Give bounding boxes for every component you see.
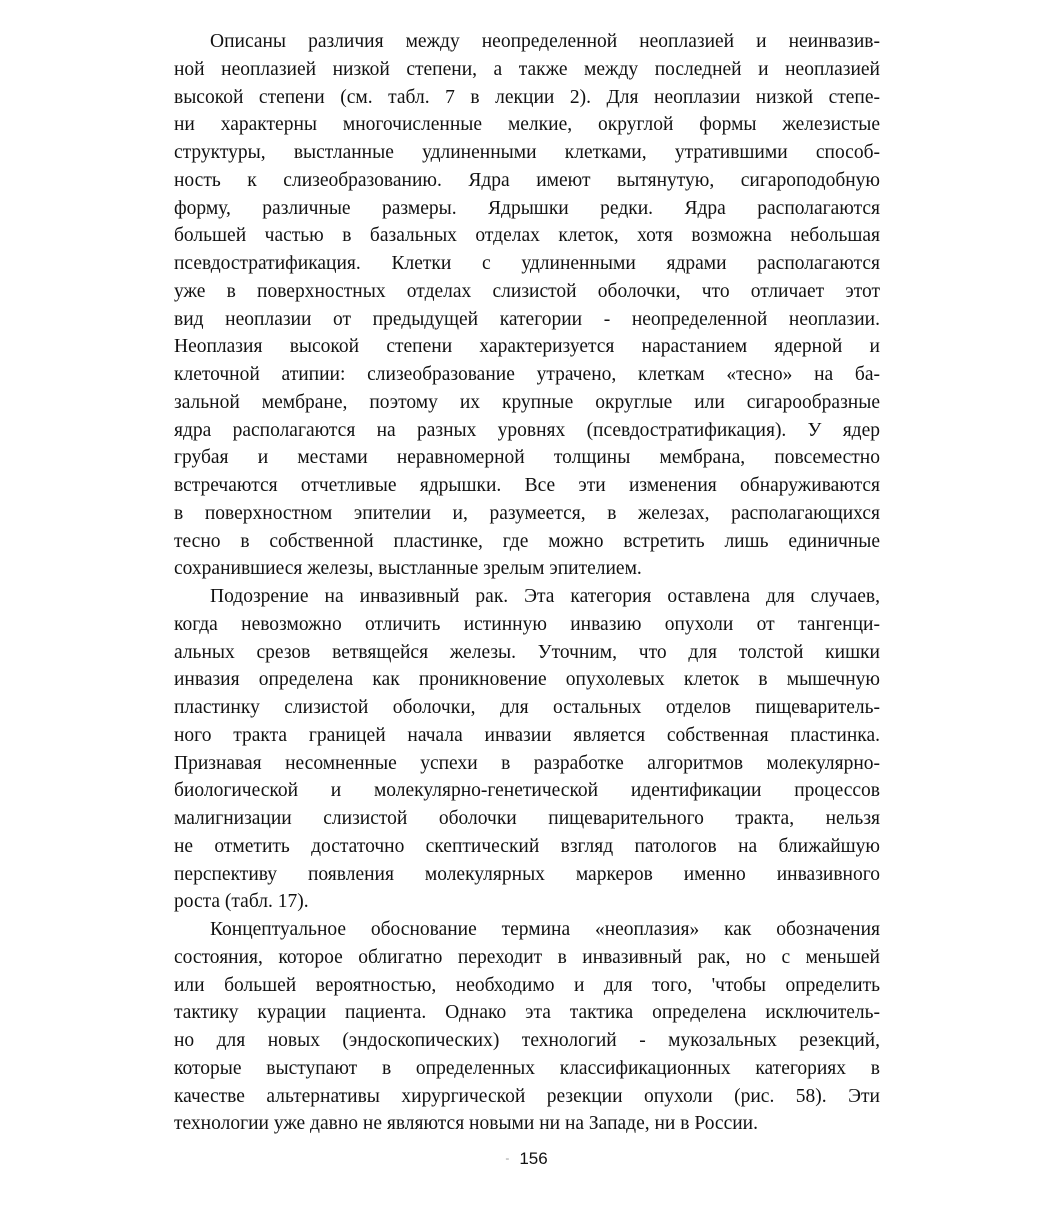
text-line: биологической и молекулярно-генетической идентификации процессов [174, 780, 880, 802]
text-line: высокой степени (см. табл. 7 в лекции 2). Для неоплазии низкой степе- [174, 86, 880, 108]
paragraph-2 [174, 583, 880, 916]
text-line: ядра располагаются на разных уровнях (псевдостратификация). У ядер [174, 419, 880, 441]
text-line: технологии уже давно не являются новыми ни на Западе, ни в России. [174, 1113, 758, 1135]
text-line: но для новых (эндоскопических) технологий - мукозальных резекций, [174, 1030, 880, 1051]
text-line: форму, различные размеры. Ядрышки редки. Ядра располагаются [174, 197, 880, 219]
text-line: грубая и местами неравномерной толщины мембрана, повсеместно [174, 447, 880, 469]
text-line: когда невозможно отличить истинную инвазию опухоли от тангенци- [174, 613, 880, 635]
page-body [174, 28, 880, 1138]
text-line: Неоплазия высокой степени характеризуется нарастанием ядерной и [174, 336, 880, 358]
text-line: не отметить достаточно скептический взгляд патологов на ближайшую [174, 835, 880, 857]
paragraph-1 [174, 28, 880, 583]
text-line: вид неоплазии от предыдущей категории - неопределенной неоплазии. [174, 308, 880, 330]
footer-dash: - [505, 1151, 510, 1165]
paragraph-3 [174, 916, 880, 1138]
text-line: Описаны различия между неопределенной неоплазией и неинвазив- [210, 31, 880, 52]
text-line: Подозрение на инвазивный рак. Эта категория оставлена для случаев, [210, 586, 880, 607]
text-line: Концептуальное обоснование термина «неоплазия» как обозначения [210, 919, 880, 940]
text-line: или большей вероятностью, необходимо и для того, 'чтобы определить [174, 974, 880, 996]
text-line: встречаются отчетливые ядрышки. Все эти изменения обнаруживаются [174, 475, 880, 496]
text-line: структуры, выстланные удлиненными клетками, утратившими способ- [174, 142, 880, 163]
text-line: перспективу появления молекулярных маркеров именно инвазивного [174, 863, 880, 885]
text-line: клеточной атипии: слизеобразование утрачено, клеткам «тесно» на ба- [174, 364, 880, 385]
text-line: зальной мембране, поэтому их крупные округлые или сигарообразные [174, 391, 880, 413]
text-line: состояния, которое облигатно переходит в инвазивный рак, но с меньшей [174, 946, 880, 968]
text-line: Признавая несомненные успехи в разработке алгоритмов молекулярно- [174, 752, 880, 774]
text-line: уже в поверхностных отделах слизистой оболочки, что отличает этот [174, 280, 880, 302]
page-footer [0, 1149, 1053, 1169]
text-line: тактику курации пациента. Однако эта тактика определена исключитель- [174, 1002, 880, 1024]
text-line: тесно в собственной пластинке, где можно встретить лишь единичные [174, 530, 880, 552]
text-line: ни характерны многочисленные мелкие, округлой формы железистые [174, 114, 880, 136]
text-line: инвазия определена как проникновение опухолевых клеток в мышечную [174, 669, 880, 691]
page-number: 156 [519, 1149, 548, 1168]
text-line: ной неоплазией низкой степени, а также между последней и неоплазией [174, 58, 880, 80]
text-line: в поверхностном эпителии и, разумеется, в железах, располагающихся [174, 502, 880, 524]
text-line: которые выступают в определенных классификационных категориях в [174, 1057, 880, 1079]
text-line: сохранившиеся железы, выстланные зрелым эпителием. [174, 558, 642, 580]
text-line: роста (табл. 17). [174, 891, 309, 913]
text-line: ность к слизеобразованию. Ядра имеют вытянутую, сигароподобную [174, 169, 880, 191]
text-line: ного тракта границей начала инвазии является собственная пластинка. [174, 724, 880, 746]
text-line: качестве альтернативы хирургической резекции опухоли (рис. 58). Эти [174, 1085, 880, 1107]
text-line: псевдостратификация. Клетки с удлиненными ядрами располагаются [174, 253, 880, 274]
text-line: малигнизации слизистой оболочки пищеварительного тракта, нельзя [174, 808, 880, 829]
text-line: большей частью в базальных отделах клеток, хотя возможна небольшая [174, 225, 880, 247]
text-line: альных срезов ветвящейся железы. Уточним, что для толстой кишки [174, 641, 880, 663]
text-line: пластинку слизистой оболочки, для остальных отделов пищеваритель- [174, 697, 880, 718]
